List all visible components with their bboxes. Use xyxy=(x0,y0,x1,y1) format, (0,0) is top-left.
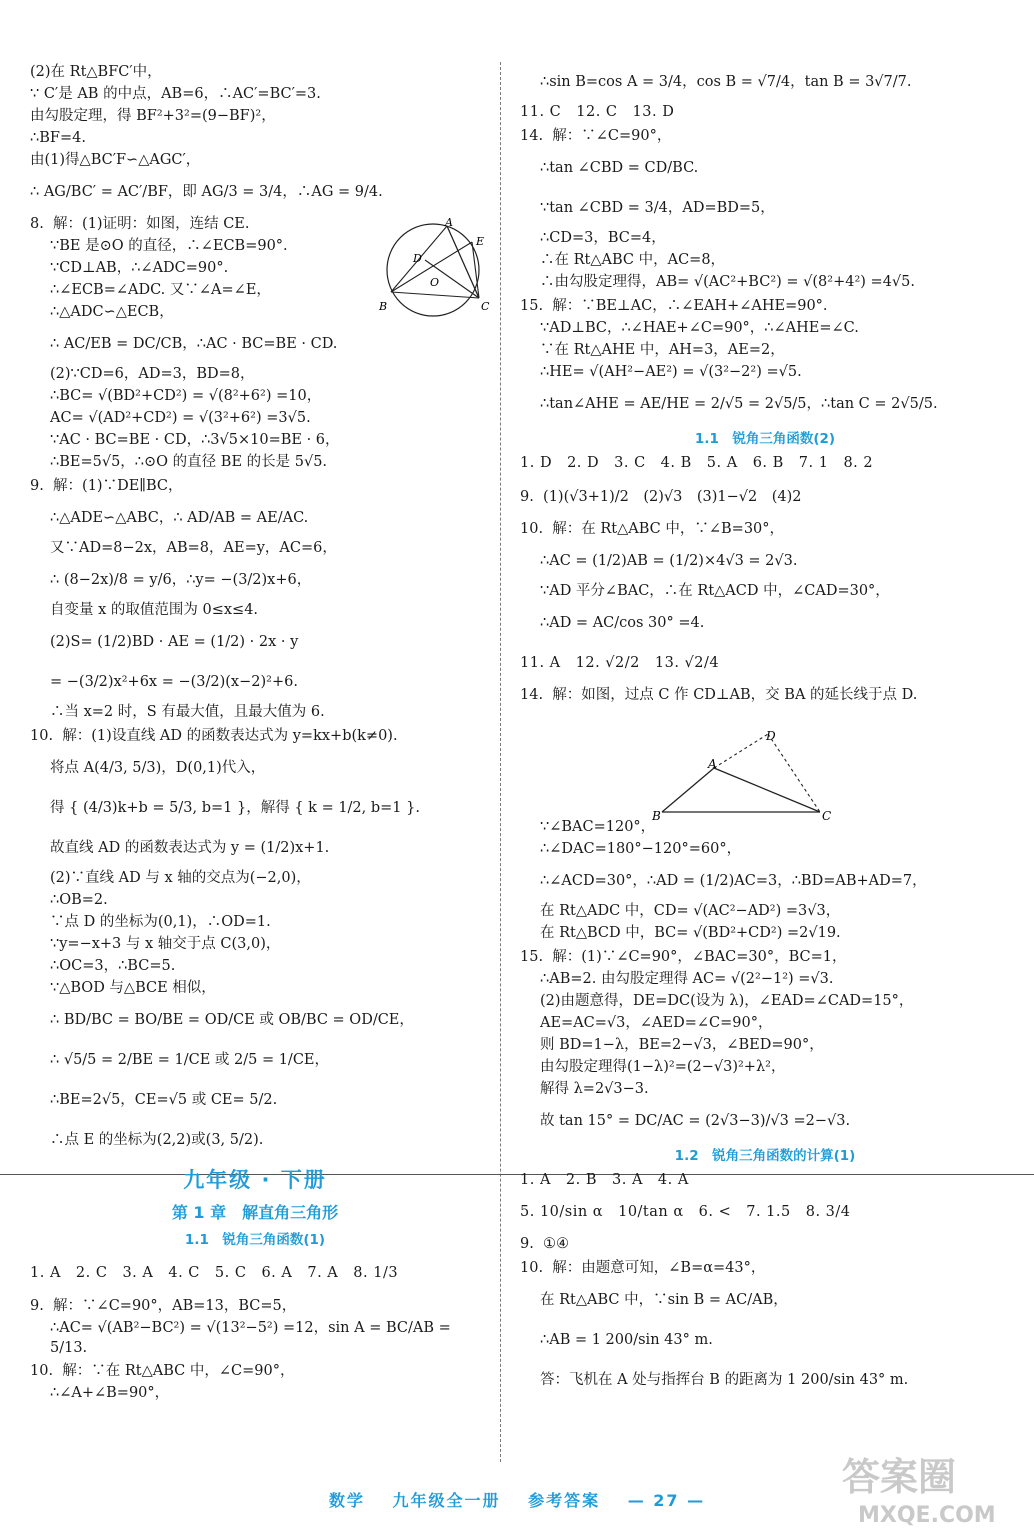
text-line: ∴BE=5√5，∴⊙O 的直径 BE 的长是 5√5. xyxy=(50,454,328,470)
text-line: 得 { (4/3)k+b = 5/3, b=1 }，解得 { k = 1/2, b=1 }. xyxy=(50,799,420,816)
text-line: ∵在 Rt△AHE 中，AH=3，AE=2， xyxy=(540,342,785,358)
point-label: E xyxy=(476,235,485,248)
answer-q15 xyxy=(520,296,1010,424)
footer-subject: 数学 xyxy=(328,1491,365,1510)
text-line: ∴HE= √(AH²−AE²) = √(3²−2²) =√5. xyxy=(540,364,802,380)
segment-cd-dashed xyxy=(768,734,820,812)
text-line: 由(1)得△BC′F∽△AGC′， xyxy=(30,152,201,168)
segment-ab xyxy=(662,768,714,812)
text-line: ∴BC= √(BD²+CD²) = √(8²+6²) =10， xyxy=(50,388,322,404)
text-line: ∴ BD/BC = BO/BE = OD/CE 或 OB/BC = OD/CE， xyxy=(50,1011,414,1028)
text-line: ∴当 x=2 时，S 有最大值，且最大值为 6. xyxy=(50,704,325,720)
text-line: (2)∵CD=6，AD=3，BD=8， xyxy=(50,366,255,382)
text-line: ∴OC=3，∴BC=5. xyxy=(50,958,176,974)
text-line: 10. 解：在 Rt△ABC 中，∵∠B=30°， xyxy=(520,521,785,538)
watermark-url: MXQE.COM xyxy=(858,1503,996,1528)
mc-answers: 11. A 12. √2/2 13. √2/4 xyxy=(520,654,720,671)
watermark-text: 答案圈 xyxy=(842,1455,957,1499)
text-line: ∴BE=2√5，CE=√5 或 CE= 5/2. xyxy=(50,1091,278,1108)
text-line: 自变量 x 的取值范围为 0≤x≤4. xyxy=(50,602,259,618)
text-line: ∴∠A+∠B=90°， xyxy=(50,1384,170,1401)
text-line: ∴由勾股定理得，AB= √(AC²+BC²) = √(8²+4²) =4√5. xyxy=(540,274,916,290)
text-line: (2)∵直线 AD 与 x 轴的交点为(−2,0)， xyxy=(50,870,311,886)
point-label: C xyxy=(481,300,490,313)
point-label: D xyxy=(766,729,776,743)
text-line: ∵AD⊥BC，∴∠HAE+∠C=90°，∴∠AHE=∠C. xyxy=(540,320,859,336)
answer-q10d xyxy=(520,1258,1010,1400)
text-line: ∴ √5/5 = 2/BE = 1/CE 或 2/5 = 1/CE， xyxy=(50,1051,329,1068)
mc-answers: 1. A 2. B 3. A 4. A xyxy=(520,1172,689,1189)
text-line: (2)S= (1/2)BD · AE = (1/2) · 2x · y xyxy=(50,633,299,650)
text-line: ∴△ADC∽△ECB， xyxy=(50,304,174,320)
text-line: 又∵AD=8−2x，AB=8，AE=y，AC=6， xyxy=(50,540,337,556)
text-line: ∴BF=4. xyxy=(30,130,86,146)
point-label: A xyxy=(445,218,453,229)
text-line: 在 Rt△ABC 中，∵sin B = AC/AB， xyxy=(540,1292,788,1309)
text-line: ∴sin B=cos A = 3/4，cos B = √7/4，tan B = 3√7/7. xyxy=(540,73,912,90)
text-line: ∴CD=3，BC=4， xyxy=(540,230,666,246)
text-line: 解得 λ=2√3−3. xyxy=(540,1081,649,1098)
answer-q10-right xyxy=(520,519,1010,643)
text-line: ∴AD = AC/cos 30° =4. xyxy=(540,614,705,631)
text-line: ∵△BOD 与△BCE 相似， xyxy=(50,980,216,996)
text-line: ∵AC · BC=BE · CD，∴3√5×10=BE · 6， xyxy=(50,432,340,448)
segment-ac xyxy=(714,768,820,812)
text-line: ∴OB=2. xyxy=(50,892,108,908)
answer-q9 xyxy=(30,476,480,724)
text-line: ∵tan ∠CBD = 3/4，AD=BD=5， xyxy=(540,199,775,216)
circle-figure xyxy=(375,218,500,323)
text-line: ∵ C′是 AB 的中点，AB=6，∴AC′=BC′=3. xyxy=(30,86,321,102)
text-line: ∴tan∠AHE = AE/HE = 2/√5 = 2√5/5，∴tan C = 2√5/5. xyxy=(540,395,938,412)
text-line: ∴∠ECB=∠ADC. 又∵∠A=∠E， xyxy=(50,282,271,298)
answer-q10 xyxy=(30,726,480,1160)
text-line: 9. 解：(1)∵DE∥BC， xyxy=(30,478,183,494)
point-label: B xyxy=(652,809,661,823)
text-line: 由勾股定理，得 BF²+3²=(9−BF)²， xyxy=(30,108,276,124)
mc-answers: 5. 10/sin α 10/tan α 6. < 7. 1.5 8. 3/4 xyxy=(520,1204,851,1221)
text-line: ∴△ADE∽△ABC，∴ AD/AB = AE/AC. xyxy=(50,509,309,526)
text-line: (2)由题意得，DE=DC(设为 λ)，∠EAD=∠CAD=15°， xyxy=(540,993,914,1010)
text-line: 15. 解：(1)∵∠C=90°，∠BAC=30°，BC=1， xyxy=(520,949,847,966)
point-label: C xyxy=(822,809,832,823)
text-line: ∵AD 平分∠BAC，∴在 Rt△ACD 中，∠CAD=30°， xyxy=(540,583,890,600)
text-line: ∴ (8−2x)/8 = y/6，∴y= −(3/2)x+6， xyxy=(50,571,312,588)
point-label: B xyxy=(379,300,388,313)
text-line: 由勾股定理得(1−λ)²=(2−√3)²+λ²， xyxy=(540,1059,786,1076)
text-line: 故 tan 15° = DC/AC = (2√3−3)/√3 =2−√3. xyxy=(540,1112,851,1129)
column-divider xyxy=(500,62,501,1462)
text-line: 14. 解：∵∠C=90°， xyxy=(520,128,672,144)
text-line: 9. 解：∵∠C=90°，AB=13，BC=5， xyxy=(30,1297,297,1314)
text-line: 15. 解：∵BE⊥AC，∴∠EAH+∠AHE=90°. xyxy=(520,298,828,314)
segment xyxy=(391,292,479,298)
text-line: 10. 解：∵在 Rt△ABC 中，∠C=90°， xyxy=(30,1362,295,1379)
text-line: ∴AB = 1 200/sin 43° m. xyxy=(540,1332,713,1349)
triangle-figure xyxy=(650,728,840,824)
grade-title: 九年级 · 下册 xyxy=(183,1168,327,1192)
text-line: 10. 解：由题意可知，∠B=α=43°， xyxy=(520,1260,766,1277)
section-title: 1.1 锐角三角函数(2) xyxy=(694,431,836,447)
text-line: 14. 解：如图，过点 C 作 CD⊥AB，交 BA 的延长线于点 D. xyxy=(520,687,918,704)
text-line: = −(3/2)x²+6x = −(3/2)(x−2)²+6. xyxy=(50,673,298,690)
text-line: 在 Rt△ADC 中，CD= √(AC²−AD²) =3√3， xyxy=(540,903,841,920)
text-line: 答：飞机在 A 处与指挥台 B 的距离为 1 200/sin 43° m. xyxy=(540,1372,909,1389)
text-line: 则 BD=1−λ，BE=2−√3，∠BED=90°， xyxy=(540,1037,824,1054)
text-line: AE=AC=√3，∠AED=∠C=90°， xyxy=(540,1015,773,1032)
text-line: ∴在 Rt△ABC 中，AC=8， xyxy=(540,252,726,268)
text-line: ∵∠BAC=120°， xyxy=(540,819,656,836)
text-line: ∵BE 是⊙O 的直径，∴∠ECB=90°. xyxy=(50,238,288,254)
point-label: A xyxy=(708,757,717,771)
text-line: 8. 解：(1)证明：如图，连结 CE. xyxy=(30,216,250,232)
section-title: 1.2 锐角三角函数的计算(1) xyxy=(674,1148,856,1165)
point-label: O xyxy=(430,276,440,289)
text-line: ∴AB=2. 由勾股定理得 AC= √(2²−1²) =√3. xyxy=(540,971,834,988)
footer-grade: 九年级全一册 xyxy=(392,1491,501,1510)
mc-answers: 11. C 12. C 13. D xyxy=(520,104,675,120)
text-line: ∴点 E 的坐标为(2,2)或(3, 5/2). xyxy=(50,1131,264,1148)
chapter-title: 第 1 章 解直角三角形 xyxy=(171,1202,339,1222)
segment-ad-dashed xyxy=(714,734,768,768)
text-line: 在 Rt△BCD 中，BC= √(BD²+CD²) =2√19. xyxy=(540,925,841,942)
mc-answers: 1. A 2. C 3. A 4. C 5. C 6. A 7. A 8. 1/3 xyxy=(30,1265,399,1282)
text-line: 10. 解：(1)设直线 AD 的函数表达式为 y=kx+b(k≠0). xyxy=(30,728,398,744)
footer-answer: 参考答案 xyxy=(528,1491,601,1510)
page-number: — 27 — xyxy=(627,1491,706,1510)
circle-o xyxy=(387,224,479,316)
watermark-logo xyxy=(834,1450,1024,1530)
mc-answers: 1. D 2. D 3. C 4. B 5. A 6. B 7. 1 8. 2 xyxy=(520,455,874,472)
answer-q14b xyxy=(520,817,1010,945)
text-line: ∴∠DAC=180°−120°=60°， xyxy=(540,841,742,858)
text-line: ∴∠ACD=30°，∴AD = (1/2)AC=3，∴BD=AB+AD=7， xyxy=(540,872,927,889)
text-line: AC= √(AD²+CD²) = √(3²+6²) =3√5. xyxy=(50,410,311,426)
text-line: ∵y=−x+3 与 x 轴交于点 C(3,0)， xyxy=(50,936,281,952)
text-line: (2)在 Rt△BFC′中， xyxy=(30,64,162,80)
answer-q15b xyxy=(520,947,1010,1141)
block-q7-part2 xyxy=(30,62,480,212)
text-line: ∴ AG/BC′ = AC′/BF，即 AG/3 = 3/4，∴AG = 9/4. xyxy=(30,183,383,200)
text-line: ∵点 D 的坐标为(0,1)，∴OD=1. xyxy=(50,914,271,930)
answer-q14 xyxy=(520,126,1010,294)
section-title: 1.1 锐角三角函数(1) xyxy=(184,1231,326,1248)
text-line: ∴AC = (1/2)AB = (1/2)×4√3 = 2√3. xyxy=(540,552,798,569)
text-line: ∴tan ∠CBD = CD/BC. xyxy=(540,159,699,176)
text-line: ∴AC= √(AB²−BC²) = √(13²−5²) =12，sin A = BC/AB = 5/13. xyxy=(50,1319,456,1357)
point-label: D xyxy=(413,252,422,265)
text-line: 故直线 AD 的函数表达式为 y = (1/2)x+1. xyxy=(50,839,330,856)
text-line: 将点 A(4/3, 5/3)，D(0,1)代入， xyxy=(50,759,266,776)
text-line: ∴ AC/EB = DC/CB，∴AC · BC=BE · CD. xyxy=(50,335,338,352)
fill-answers: 9. ①④ xyxy=(520,1236,570,1253)
fill-answers: 9. (1)(√3+1)/2 (2)√3 (3)1−√2 (4)2 xyxy=(520,488,802,505)
text-line: ∵CD⊥AB，∴∠ADC=90°. xyxy=(50,260,229,276)
